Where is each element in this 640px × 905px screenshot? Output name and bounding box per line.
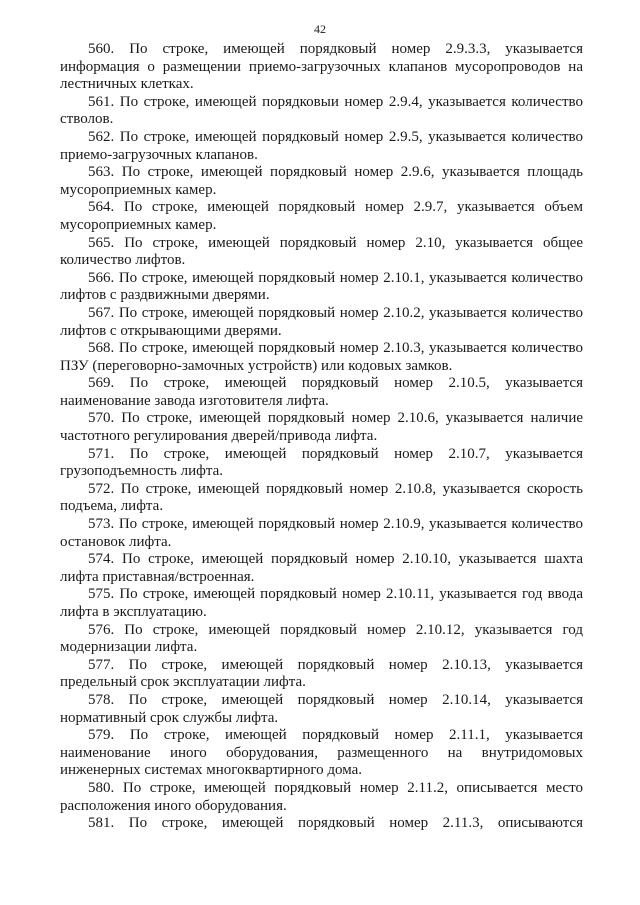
paragraph-570: 570. По строке, имеющей порядковый номер 2.10.6, указывается наличие частотного регулирования дверей/привода лифта. — [60, 410, 583, 445]
paragraph-571: 571. По строке, имеющей порядковый номер 2.10.7, указывается грузоподъемность лифта. — [60, 445, 583, 480]
paragraph-575: 575. По строке, имеющей порядковый номер 2.10.11, указывается год ввода лифта в эксплуатацию. — [60, 586, 583, 620]
paragraph-562: 562. По строке, имеющей порядковый номер 2.9.5, указывается количество приемо-загрузочных клапанов. — [60, 128, 583, 163]
paragraph-580: 580. По строке, имеющей порядковый номер 2.11.2, описывается место расположения иного оборудования. — [60, 779, 583, 814]
paragraph-563: 563. По строке, имеющей порядковый номер 2.9.6, указывается площадь мусороприемных камер. — [60, 164, 583, 198]
paragraph-561: 561. По строке, имеющей порядковыи номер 2.9.4, указывается количество стволов. — [60, 93, 583, 128]
paragraph-576: 576. По строке, имеющей порядковый номер 2.10.12, указывается год модернизации лифта. — [60, 621, 583, 656]
paragraph-567: 567. По строке, имеющей порядковый номер 2.10.2, указывается количество лифтов с открывающими дверями. — [60, 304, 583, 339]
paragraph-578: 578. По строке, имеющей порядковый номер 2.10.14, указывается нормативный срок службы лифта. — [60, 691, 583, 726]
paragraph-572: 572. По строке, имеющей порядковый номер 2.10.8, указывается скорость подъема, лифта. — [60, 480, 583, 515]
paragraph-579: 579. По строке, имеющей порядковый номер 2.11.1, указывается наименование иного оборудования, размещенного на внутридомовых инженерных системах многоквартирного дома. — [60, 727, 583, 779]
paragraph-569: 569. По строке, имеющей порядковый номер 2.10.5, указывается наименование завода изготовителя лифта. — [60, 375, 583, 409]
paragraph-573: 573. По строке, имеющей порядковый номер 2.10.9, указывается количество остановок лифта. — [60, 516, 583, 550]
page-number: 42 — [314, 22, 326, 36]
paragraph-581: 581. По строке, имеющей порядковый номер 2.11.3, описываются — [88, 815, 583, 832]
document-body — [60, 41, 583, 833]
paragraph-577: 577. По строке, имеющей порядковый номер 2.10.13, указывается предельный срок эксплуатации лифта. — [60, 656, 583, 691]
paragraph-566: 566. По строке, имеющей порядковый номер 2.10.1, указывается количество лифтов с раздвижными дверями. — [60, 269, 583, 304]
paragraph-565: 565. По строке, имеющей порядковый номер 2.10, указывается общее количество лифтов. — [60, 234, 583, 269]
paragraph-568: 568. По строке, имеющей порядковый номер 2.10.3, указывается количество ПЗУ (переговорно-замочных устройств) или кодовых замков. — [60, 340, 583, 374]
paragraph-560: 560. По строке, имеющей порядковый номер 2.9.3.3, указывается информация о размещении приемо-загрузочных клапанов мусоропроводов на лестничных клетках. — [60, 41, 583, 93]
paragraph-564: 564. По строке, имеющей порядковый номер 2.9.7, указывается объем мусороприемных камер. — [60, 199, 583, 233]
paragraph-574: 574. По строке, имеющей порядковый номер 2.10.10, указывается шахта лифта приставная/встроенная. — [60, 551, 583, 585]
